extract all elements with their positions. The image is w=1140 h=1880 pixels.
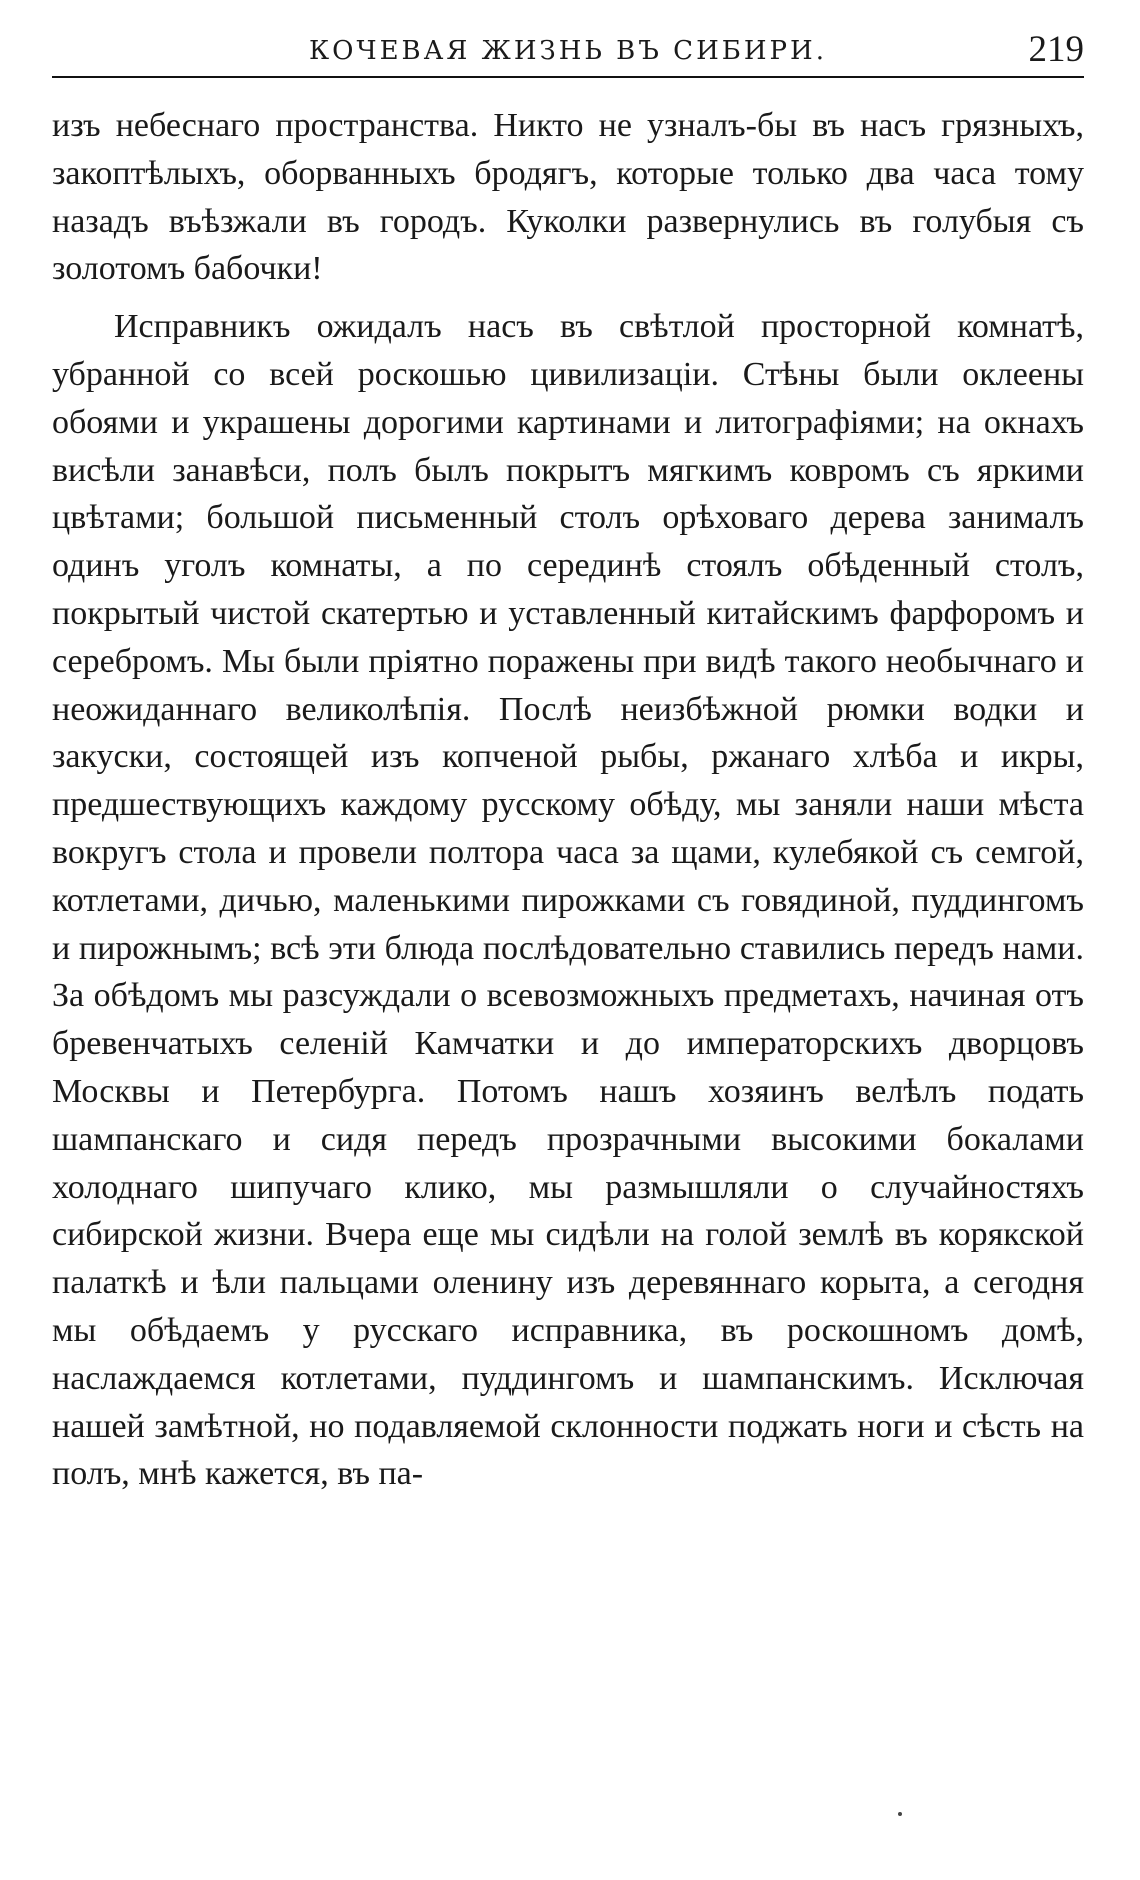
page-number: 219 (1028, 29, 1084, 70)
page-header (52, 28, 1084, 78)
paragraph-continued: изъ небеснаго пространства. Никто не узналъ-бы въ насъ грязныхъ, закоптѣлыхъ, оборванныхъ бродягъ, которые только два часа тому назадъ въѣзжали въ городъ. Куколки развернулись въ голубыя съ золотомъ бабочки! (52, 107, 1084, 288)
paragraph: Исправникъ ожидалъ насъ въ свѣтлой просторной комнатѣ, убранной со всей роскошью цивилизаціи. Стѣны были оклеены обоями и украшены дорогими картинами и литографіями; на окнахъ висѣли занавѣси, полъ былъ покрытъ мягкимъ ковромъ съ яркими цвѣтами; большой письменный столъ орѣховаго дерева занималъ одинъ уголъ комнаты, а по серединѣ стоялъ обѣденный столъ, покрытый чистой скатертью и уставленный китайскимъ фарфоромъ и серебромъ. Мы были пріятно поражены при видѣ такого необычнаго и неожиданнаго великолѣпія. Послѣ неизбѣжной рюмки водки и закуски, состоящей изъ копченой рыбы, ржанаго хлѣба и икры, предшествующихъ каждому русскому обѣду, мы заняли наши мѣста вокругъ стола и провели полтора часа за щами, кулебякой съ семгой, котлетами, дичью, маленькими пирожками съ говядиной, пуддингомъ и пирожнымъ; всѣ эти блюда послѣдовательно ставились передъ нами. За обѣдомъ мы разсуждали о всевозможныхъ предметахъ, начиная отъ бревенчатыхъ селеній Камчатки и до императорскихъ дворцовъ Москвы и Петербурга. Потомъ нашъ хозяинъ велѣлъ подать шампанскаго и сидя передъ прозрачными высокими бокалами холоднаго шипучаго клико, мы размышляли о случайностяхъ сибирской жизни. Вчера еще мы сидѣли на голой землѣ въ корякской палаткѣ и ѣли пальцами оленину изъ деревяннаго корыта, а сегодня мы обѣдаемъ у русскаго исправника, въ роскошномъ домѣ, наслаждаемся котлетами, пуддингомъ и шампанскимъ. Исключая нашей замѣтной, но подавляемой склонности поджать ноги и сѣсть на полъ, мнѣ кажется, въ па- (52, 308, 1084, 1493)
page-body (52, 102, 1084, 1498)
print-speck (898, 1812, 902, 1816)
running-title: КОЧЕВАЯ ЖИЗНЬ ВЪ СИБИРИ. (309, 36, 827, 66)
header-rule (52, 76, 1084, 78)
